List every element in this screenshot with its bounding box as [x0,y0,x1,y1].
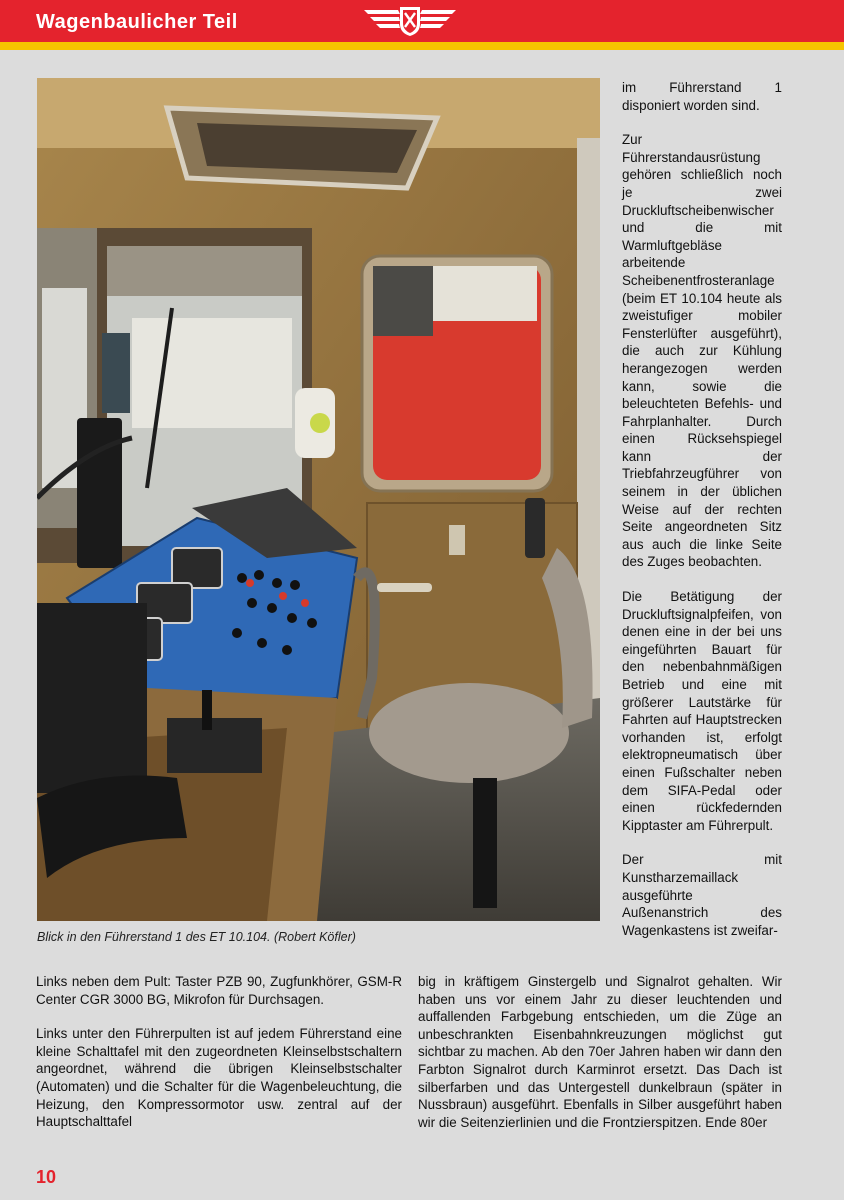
paragraph: Links unter den Führerpulten ist auf jedem Führerstand eine kleine Schalttafel mit den zugeordneten Kleinselbstschaltern angeordnet, während die übrigen Kleinselbstschalter (Automaten) und die Schalter für die Wagenbeleuchtung, die Heizung, den Kompressormotor usw. zentral auf der Hauptschalttafel [36,1026,402,1130]
paragraph: Zur Führerstandausrüstung gehören schließlich noch je zwei Druckluftscheibenwischer und die mit Warmluftgebläse arbeitende Scheibenentfrosteranlage (beim ET 10.104 heute als zweistufiger mobiler Fensterlüfter ausgeführt), die auch zur Kühlung herangezogen werden kann, sowie die beleuchteten Befehls- und Fahrplanhalter. Durch einen Rücksehspiegel kann der Triebfahrzeugführer von seinem in der üblichen Weise auf der rechten Seite angeordneten Sitz aus auch die linke Seite des Zuges beobachten. [622,132,782,570]
header-yellow-stripe [0,42,844,50]
photo-caption: Blick in den Führerstand 1 des ET 10.104. (Robert Köfler) [37,930,356,944]
paragraph: big in kräftigem Ginstergelb und Signalrot gehalten. Wir haben uns vor einem Jahr zu dieser leuchtenden und auffallenden Farbgebung entschieden, um die Züge an unbeschrankten Eisenbahnkreuzungen möglichst gut sichtbar zu machen. Ab den 70er Jahren haben wir dann den Farbton Signalrot durch Karminrot ersetzt. Das Dach ist silberfarben und das Untergestell dunkelbraun (später in Nussbraun) ausgeführt. Ebenfalls in Silber ausgeführt haben wir die Seitenzierlinien und die Frontzierspitzen. Ende 80er [418,974,782,1130]
section-title: Wagenbaulicher Teil [36,11,238,33]
paragraph: Der mit Kunstharzemaillack ausgeführte Außenanstrich des Wagenkastens ist zweifar- [622,852,782,938]
paragraph: Die Betätigung der Druckluftsignalpfeifen, von denen eine in der bei uns eingeführten Bauart für den nebenbahnmäßigen Betrieb und eine mit größerer Lautstärke für Fahrten auf Hauptstrecken vorhanden ist, erfolgt elektropneumatisch über einen Fußschalter neben dem SIFA-Pedal oder einen rückfedernden Kipptaster am Führerpult. [622,589,782,833]
right-text-column [622,79,782,956]
bottom-right-text-column [418,973,782,1131]
paragraph: Links neben dem Pult: Taster PZB 90, Zugfunkhörer, GSM-R Center CGR 3000 BG, Mikrofon für Durchsagen. [36,974,402,1007]
paragraph: im Führerstand 1 disponiert worden sind. [622,80,782,113]
bottom-left-text-column [36,973,402,1148]
page-header [0,0,844,42]
page-number: 10 [36,1167,57,1187]
winged-railway-emblem-icon [362,2,458,38]
cab-interior-photo [37,78,600,921]
